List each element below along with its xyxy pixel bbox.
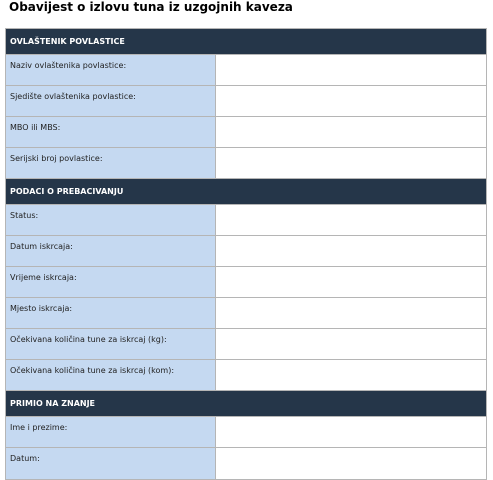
field-label: MBO ili MBS: [6,117,216,147]
form-row [6,205,486,236]
section-header-licence-holder: OVLAŠTENIK POVLASTICE [6,29,486,55]
form-row [6,417,486,448]
licence-holder-seat-field[interactable] [216,86,486,116]
field-label: Mjesto iskrcaja: [6,298,216,328]
licence-holder-name-field[interactable] [216,55,486,85]
form-row [6,298,486,329]
field-label: Ime i prezime: [6,417,216,447]
landing-date-field[interactable] [216,236,486,266]
field-label: Vrijeme iskrcaja: [6,267,216,297]
landing-place-field[interactable] [216,298,486,328]
licence-serial-number-field[interactable] [216,148,486,178]
form-row [6,86,486,117]
field-label: Sjedište ovlaštenika povlastice: [6,86,216,116]
section-header-transfer-data: PODACI O PREBACIVANJU [6,179,486,205]
field-label: Datum: [6,448,216,479]
full-name-field[interactable] [216,417,486,447]
form-row [6,448,486,479]
form-row [6,360,486,391]
field-label: Serijski broj povlastice: [6,148,216,178]
expected-quantity-kg-field[interactable] [216,329,486,359]
form-row [6,55,486,86]
status-field[interactable] [216,205,486,235]
notice-form [5,28,487,480]
form-row [6,148,486,179]
form-row [6,236,486,267]
section-header-acknowledged-by: PRIMIO NA ZNANJE [6,391,486,417]
form-row [6,329,486,360]
field-label: Očekivana količina tune za iskrcaj (kg): [6,329,216,359]
page-title: Obavijest o izlovu tuna iz uzgojnih kaveza [9,0,293,14]
acknowledgement-date-field[interactable] [216,448,486,479]
field-label: Naziv ovlaštenika povlastice: [6,55,216,85]
form-row [6,267,486,298]
field-label: Očekivana količina tune za iskrcaj (kom): [6,360,216,390]
mbo-mbs-field[interactable] [216,117,486,147]
landing-time-field[interactable] [216,267,486,297]
expected-quantity-pcs-field[interactable] [216,360,486,390]
field-label: Datum iskrcaja: [6,236,216,266]
form-row [6,117,486,148]
field-label: Status: [6,205,216,235]
